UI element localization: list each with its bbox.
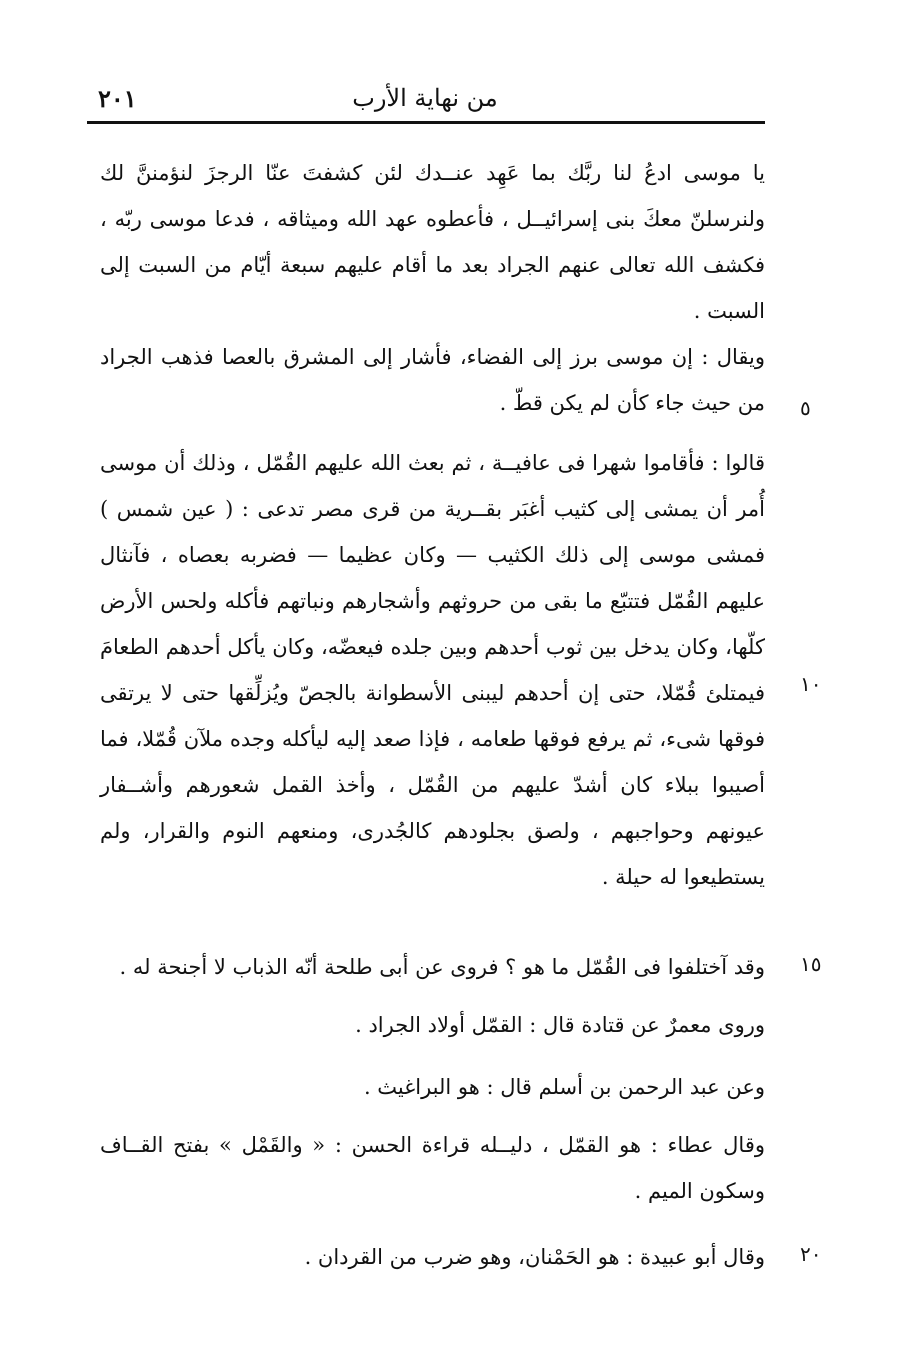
header-rule: [87, 121, 765, 124]
line-number: ١٠: [800, 672, 822, 696]
paragraph-3: قالوا : فأقاموا شهرا فى عافيــة ، ثم بعث الله عليهم القُمّل ، وذلك أن موسى أُمر أن يمشى إلى كثيب أغبَر بقــرية من قرى مصر تدعى : ( عين شمس ) فمشى موسى إلى ذلك الكثيب — وكان عظيما — فضربه بعصاه ، فآنثال عليهم القُمّل فتتبّع ما بقى من حروثهم وأشجارهم ونباتهم فأكله ولحس الأرض كلّها، وكان يدخل بين ثوب أحدهم وبين جلده فيعضّه، وكان يأكل أحدهم الطعامَ فيمتلئ قُمّلا، حتى إن أحدهم ليبنى الأسطوانة بالجصّ ويُزلِّقها حتى لا يرتقى فوقها شىء، ثم يرفع فوقها طعامه ، فإذا صعد إليه ليأكله وجده ملآن قُمّلا، فما أصيبوا ببلاء كان أشدّ عليهم من القُمّل ، وأخذ القمل شعورهم وأشــفار عيونهم وحواجبهم ، ولصق بجلودهم كالجُدرى، ومنعهم النوم والقرار، ولم يستطيعوا له حيلة .: [100, 451, 765, 889]
header-title: من نهاية الأرب: [352, 84, 498, 112]
paragraph-1: يا موسى ادعُ لنا ربَّك بما عَهِد عنــدك لئن كشفتَ عنّا الرجزَ لنؤمننَّ لك ولنرسلنّ معكَ بنى إسرائيــل ، فأعطوه عهد الله وميثاقه ، فدعا موسى ربّه ، فكشف الله تعالى عنهم الجراد بعد ما أقام عليهم سبعة أيّام من السبت إلى السبت .: [100, 161, 765, 323]
paragraph-5: وروى معمرٌ عن قتادة قال : القمّل أولاد الجراد .: [355, 1013, 765, 1037]
paragraph-8: وقال أبو عبيدة : هو الحَمْنان، وهو ضرب من القردان .: [304, 1245, 765, 1269]
paragraph-7: وقال عطاء : هو القمّل ، دليــله قراءة الحسن : « والقَمْل » بفتح القــاف وسكون الميم .: [100, 1133, 765, 1203]
paragraph-6: وعن عبد الرحمن بن أسلم قال : هو البراغيث .: [363, 1075, 765, 1099]
paragraph-4: وقد آختلفوا فى القُمّل ما هو ؟ فروى عن أبى طلحة أنّه الذباب لا أجنحة له .: [119, 955, 765, 979]
page-number: ٢٠١: [98, 84, 137, 113]
paragraph-2: ويقال : إن موسى برز إلى الفضاء، فأشار إلى المشرق بالعصا فذهب الجراد من حيث جاء كأن لم يكن قطّ .: [100, 345, 765, 415]
running-header: [80, 82, 770, 122]
line-number: ٢٠: [800, 1242, 822, 1266]
line-number: ٥: [800, 396, 811, 420]
line-number: ١٥: [800, 952, 822, 976]
